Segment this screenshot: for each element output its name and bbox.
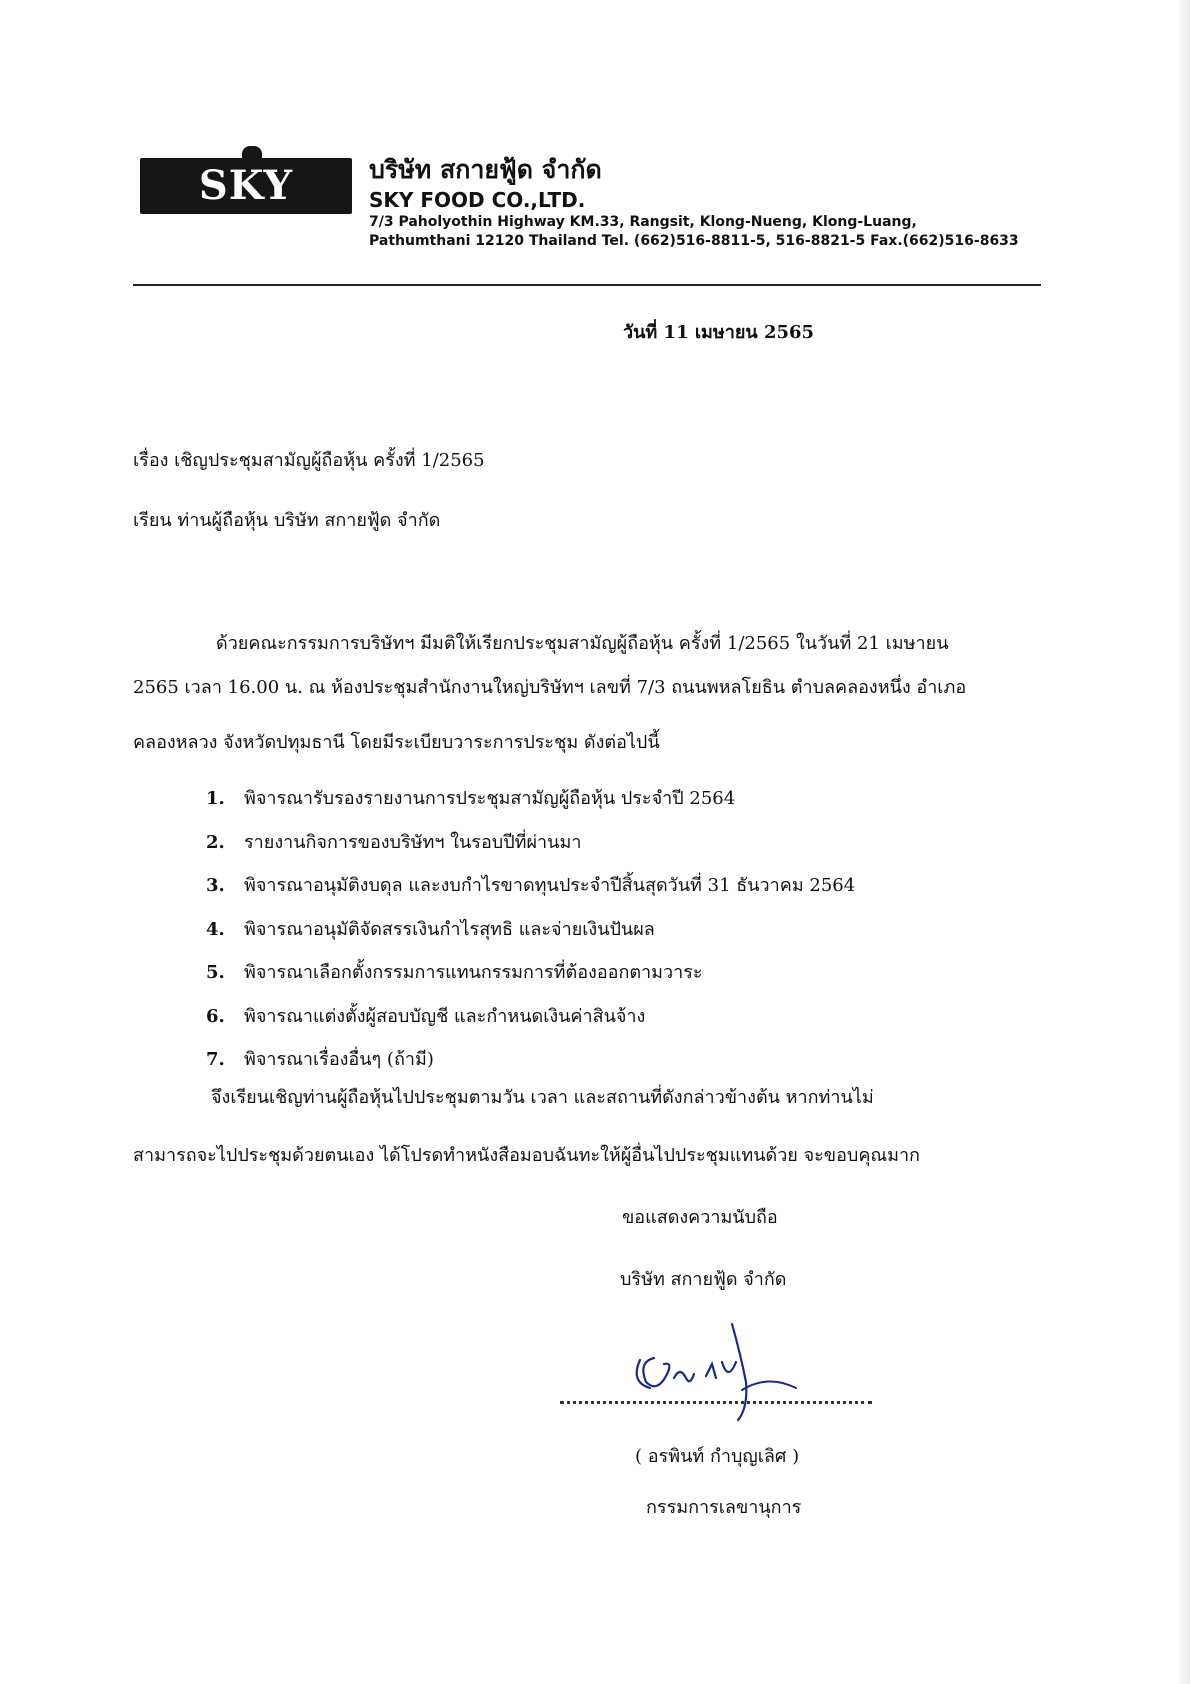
agenda-item bbox=[206, 827, 855, 871]
handwritten-signature bbox=[628, 1312, 808, 1422]
company-logo: SKY FOOD bbox=[140, 158, 352, 214]
letter-recipient: เรียน ท่านผู้ถือหุ้น บริษัท สกายฟู้ด จำกัด bbox=[133, 510, 441, 531]
agenda-item-number: 2. bbox=[206, 831, 225, 853]
agenda-item-text: รายงานกิจการของบริษัทฯ ในรอบปีที่ผ่านมา bbox=[244, 831, 582, 853]
body-paragraph-2-line-2: สามารถจะไปประชุมด้วยตนเอง ได้โปรดทำหนังสือมอบฉันทะให้ผู้อื่นไปประชุมแทนด้วย จะขอบคุณมาก bbox=[133, 1145, 920, 1166]
agenda-item-number: 6. bbox=[206, 1005, 225, 1027]
agenda-item-text: พิจารณาเลือกตั้งกรรมการแทนกรรมการที่ต้องออกตามวาระ bbox=[244, 962, 703, 983]
agenda-item bbox=[206, 870, 855, 914]
agenda-item-number: 3. bbox=[206, 875, 225, 896]
company-name-english: SKY FOOD CO.,LTD. bbox=[369, 188, 586, 212]
agenda-item-text: พิจารณาอนุมัติงบดุล และงบกำไรขาดทุนประจำปีสิ้นสุดวันที่ 31 ธันวาคม 2564 bbox=[244, 875, 856, 896]
company-address-line1: 7/3 Paholyothin Highway KM.33, Rangsit, Klong-Nueng, Klong-Luang, bbox=[369, 214, 917, 230]
letterhead-divider bbox=[133, 284, 1041, 286]
signer-name: ( อรพินท์ กำบุญเลิศ ) bbox=[635, 1446, 800, 1467]
letter-subject: เรื่อง เชิญประชุมสามัญผู้ถือหุ้น ครั้งที่ 1/2565 bbox=[133, 450, 485, 471]
page-edge-shadow bbox=[1178, 0, 1190, 1684]
agenda-item bbox=[206, 914, 855, 958]
agenda-item bbox=[206, 957, 855, 1001]
company-address-line2: Pathumthani 12120 Thailand Tel. (662)516-8811-5, 516-8821-5 Fax.(662)516-8633 bbox=[369, 233, 1019, 249]
agenda-item-text: พิจารณาอนุมัติจัดสรรเงินกำไรสุทธิ และจ่ายเงินปันผล bbox=[244, 918, 655, 940]
body-paragraph-1-line-1: ด้วยคณะกรรมการบริษัทฯ มีมติให้เรียกประชุมสามัญผู้ถือหุ้น ครั้งที่ 1/2565 ในวันที่ 21 เมษายน bbox=[216, 633, 949, 654]
agenda-item-number: 7. bbox=[206, 1049, 225, 1070]
body-paragraph-2-line-1: จึงเรียนเชิญท่านผู้ถือหุ้นไปประชุมตามวัน เวลา และสถานที่ดังกล่าวข้างต้น หากท่านไม่ bbox=[211, 1087, 874, 1108]
body-paragraph-1-line-3: คลองหลวง จังหวัดปทุมธานี โดยมีระเบียบวาระการประชุม ดังต่อไปนี้ bbox=[133, 732, 660, 753]
closing-regards: ขอแสดงความนับถือ bbox=[622, 1207, 778, 1228]
agenda-item bbox=[206, 783, 855, 827]
agenda-item-text: พิจารณาแต่งตั้งผู้สอบบัญชี และกำหนดเงินค่าสินจ้าง bbox=[244, 1005, 646, 1027]
agenda-item-number: 5. bbox=[206, 962, 225, 983]
signer-position: กรรมการเลขานุการ bbox=[646, 1497, 802, 1518]
agenda-item-number: 1. bbox=[206, 788, 225, 809]
agenda-item-text: พิจารณาเรื่องอื่นๆ (ถ้ามี) bbox=[244, 1049, 434, 1070]
agenda-item-text: พิจารณารับรองรายงานการประชุมสามัญผู้ถือหุ้น ประจำปี 2564 bbox=[244, 788, 736, 809]
letter-date: วันที่ 11 เมษายน 2565 bbox=[623, 322, 815, 343]
agenda-item bbox=[206, 1044, 855, 1088]
agenda-item bbox=[206, 1001, 855, 1045]
agenda-item-number: 4. bbox=[206, 918, 225, 940]
body-paragraph-1-line-2: 2565 เวลา 16.00 น. ณ ห้องประชุมสำนักงานใหญ่บริษัทฯ เลขที่ 7/3 ถนนพหลโยธิน ตำบลคลองหนึ่ง อำเภอ bbox=[133, 677, 967, 698]
company-name-thai: บริษัท สกายฟู้ด จำกัด bbox=[369, 155, 602, 184]
agenda-list bbox=[206, 783, 855, 1088]
signature-line bbox=[560, 1401, 872, 1404]
closing-company-name: บริษัท สกายฟู้ด จำกัด bbox=[620, 1269, 787, 1290]
